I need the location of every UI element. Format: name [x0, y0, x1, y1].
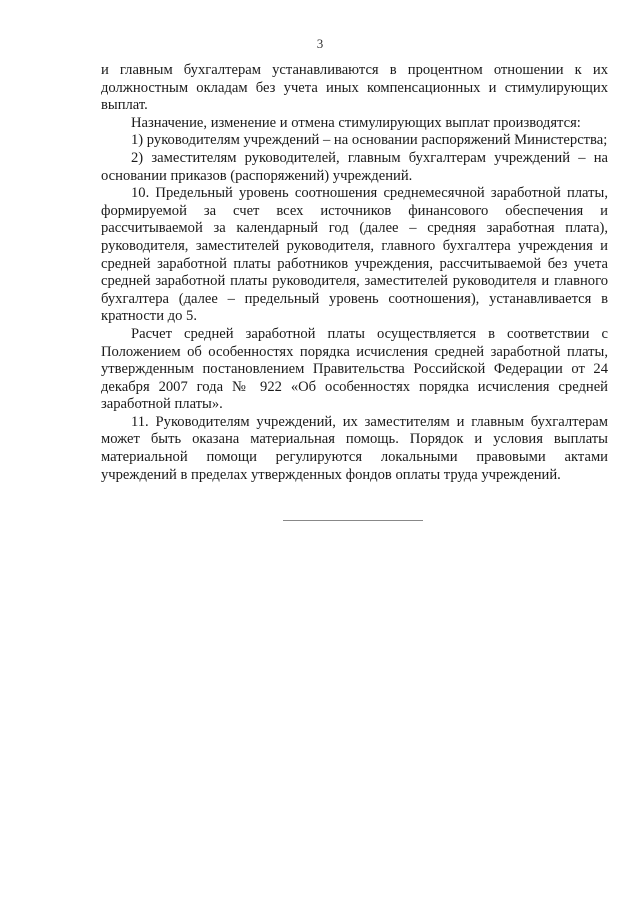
end-separator-line	[283, 520, 423, 521]
list-item-deputies: 2) заместителям руководителей, главным бухгалтерам учреждений – на основании приказов (распоряжений) учреждений.	[101, 149, 608, 184]
paragraph-salary-calculation: Расчет средней заработной платы осуществляется в соответствии с Положением об особенностях порядка исчисления средней заработной платы, утвержденным постановлением Правительства Российской Федерации от 24 декабря 2007 года № 922 «Об особенностях порядка исчисления средней заработной платы».	[101, 325, 608, 413]
paragraph-stimulus-assignment: Назначение, изменение и отмена стимулирующих выплат производятся:	[131, 114, 581, 131]
paragraph-continuation: и главным бухгалтерам устанавливаются в процентном отношении к их должностным окладам без учета иных компенсационных и стимулирующих выплат.	[101, 62, 608, 114]
list-item-heads: 1) руководителям учреждений – на основании распоряжений Министерства;	[131, 132, 608, 149]
page-number: 3	[316, 36, 324, 51]
paragraph-clause-11: 11. Руководителям учреждений, их заместителям и главным бухгалтерам может быть оказана материальная помощь. Порядок и условия выплаты материальной помощи регулируются локальными правовыми актами учреждений в пределах утвержденных фондов оплаты труда учреждений.	[101, 413, 608, 483]
document-body	[101, 62, 608, 484]
paragraph-clause-10: 10. Предельный уровень соотношения среднемесячной заработной платы, формируемой за счет всех источников финансового обеспечения и рассчитываемой за календарный год (далее – средняя заработная плата), руководителя, заместителей руководителя, главного бухгалтера учреждения и средней заработной платы работников учреждения, рассчитываемой без учета средней заработной платы руководителя, заместителей руководителя и главного бухгалтера (далее – предельный уровень соотношения), устанавливается в кратности до 5.	[101, 185, 608, 325]
